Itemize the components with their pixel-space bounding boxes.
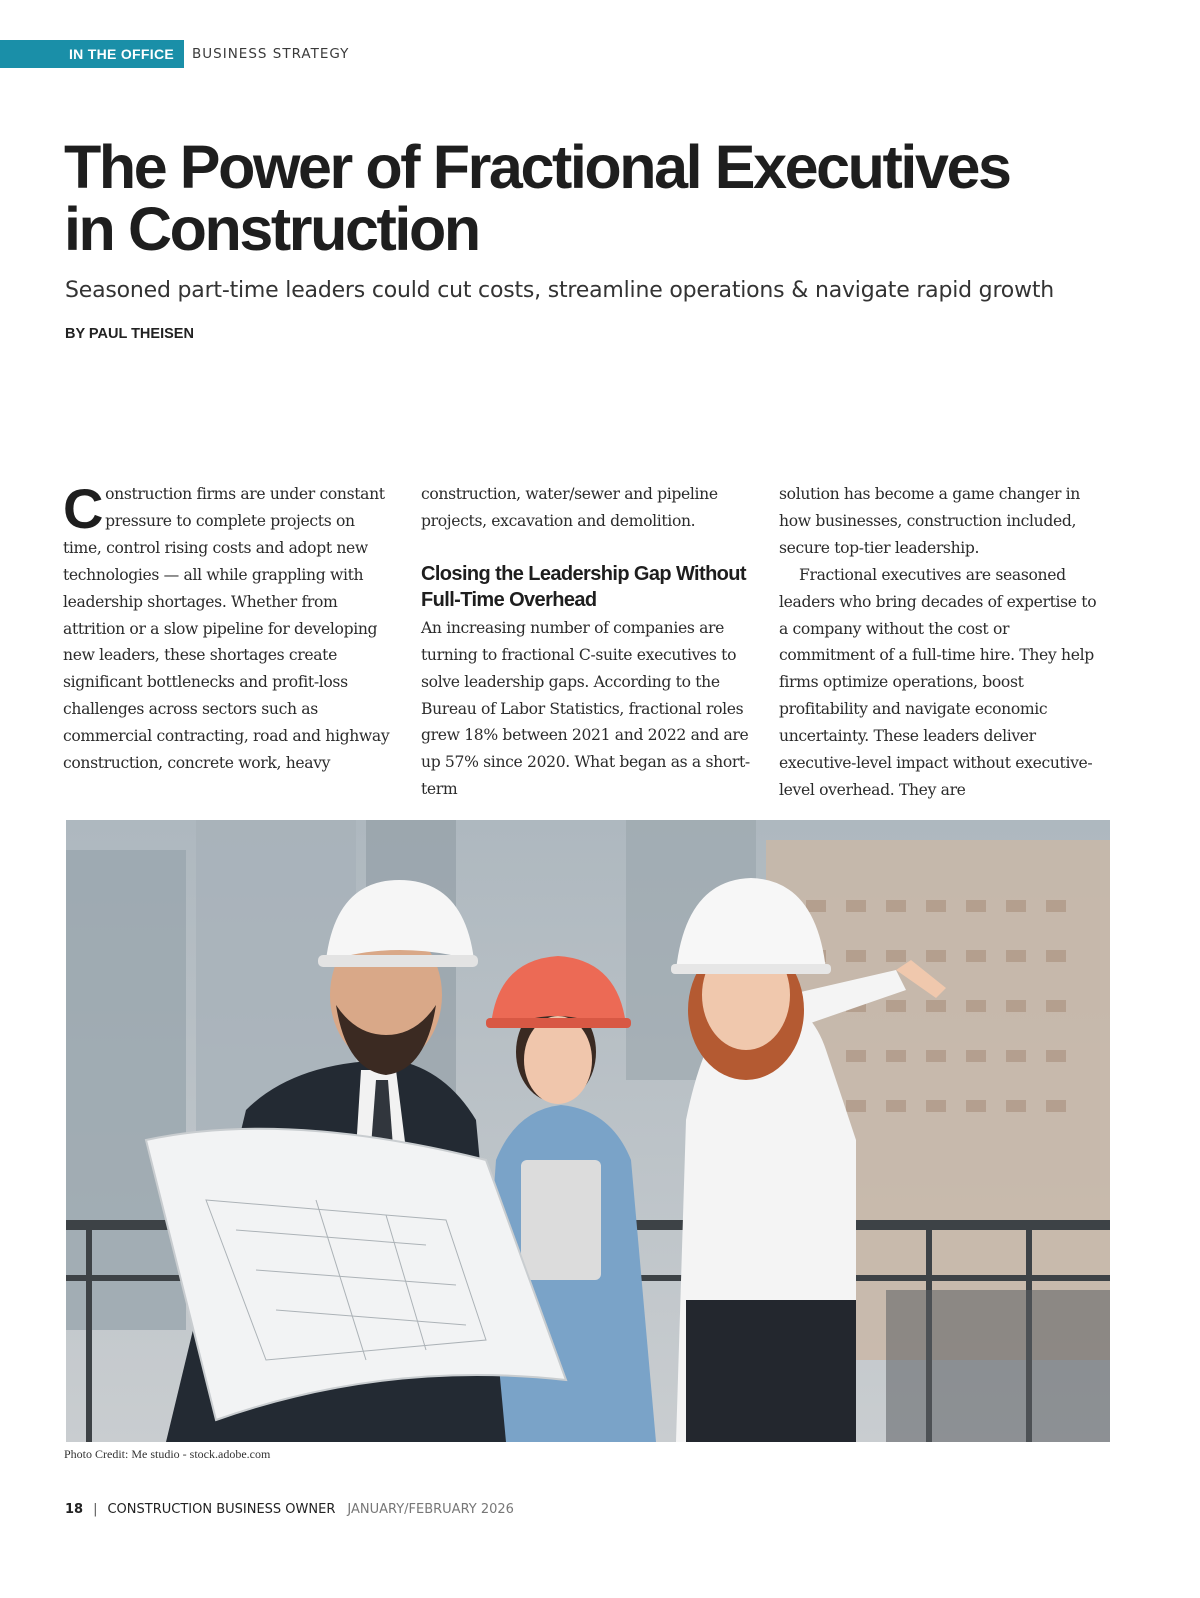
article-dek: Seasoned part-time leaders could cut costs, streamline operations & navigate rapid growth [65,278,1055,303]
section-label: IN THE OFFICE [0,40,184,68]
column-2 [421,481,751,803]
footer-separator: | [93,1502,98,1517]
drop-cap: C [63,477,104,540]
section-subhead: Closing the Leadership Gap Without Full-Time Overhead [421,562,746,611]
intro-text: onstruction firms are under constant pressure to complete projects on time, control rising costs and adopt new technologies — all while grappling with leadership shortages. Whether from attrition or a slow pipeline for developing new leaders, these shortages create significant bottlenecks and profit-loss challenges across sectors such as commercial contracting, road and highway construction, concrete work, heavy [63,485,390,773]
paragraph-intro [63,477,393,777]
section-tag [0,40,349,68]
paragraph-continued: construction, water/sewer and pipeline projects, excavation and demolition. [421,485,718,530]
paragraph-continued-2: solution has become a game changer in how businesses, construction included, secure top-tier leadership. [779,485,1080,557]
paragraph-fractional-execs: Fractional executives are seasoned leaders who bring decades of expertise to a company without the cost or commitment of a full-time hire. They help firms optimize operations, boost profitability and navigate economic uncertainty. These leaders deliver executive-level impact without executive-level overhead. They are [779,565,1097,799]
column-3 [779,481,1109,804]
photo-credit: Photo Credit: Me studio - stock.adobe.com [64,1447,271,1461]
publication-name: CONSTRUCTION BUSINESS OWNER [107,1502,336,1517]
construction-team-photo [66,820,1110,1442]
page-footer [65,1502,514,1517]
byline: BY PAUL THEISEN [65,326,194,342]
issue-date: JANUARY/FEBRUARY 2026 [347,1502,514,1517]
category-label: BUSINESS STRATEGY [192,46,350,62]
page-number: 18 [65,1502,84,1517]
article-title-line-1: The Power of Fractional Executives [64,133,1010,201]
article-title [64,133,1144,263]
column-1 [63,477,393,777]
article-photo [66,820,1110,1442]
paragraph-leadership-gap: An increasing number of companies are turning to fractional C-suite executives to solve leadership gaps. According to the Bureau of Labor Statistics, fractional roles grew 18% between 2021 and 2022 and are up 57% since 2020. What began as a short-term [421,618,750,799]
article-title-line-2: in Construction [64,195,479,263]
